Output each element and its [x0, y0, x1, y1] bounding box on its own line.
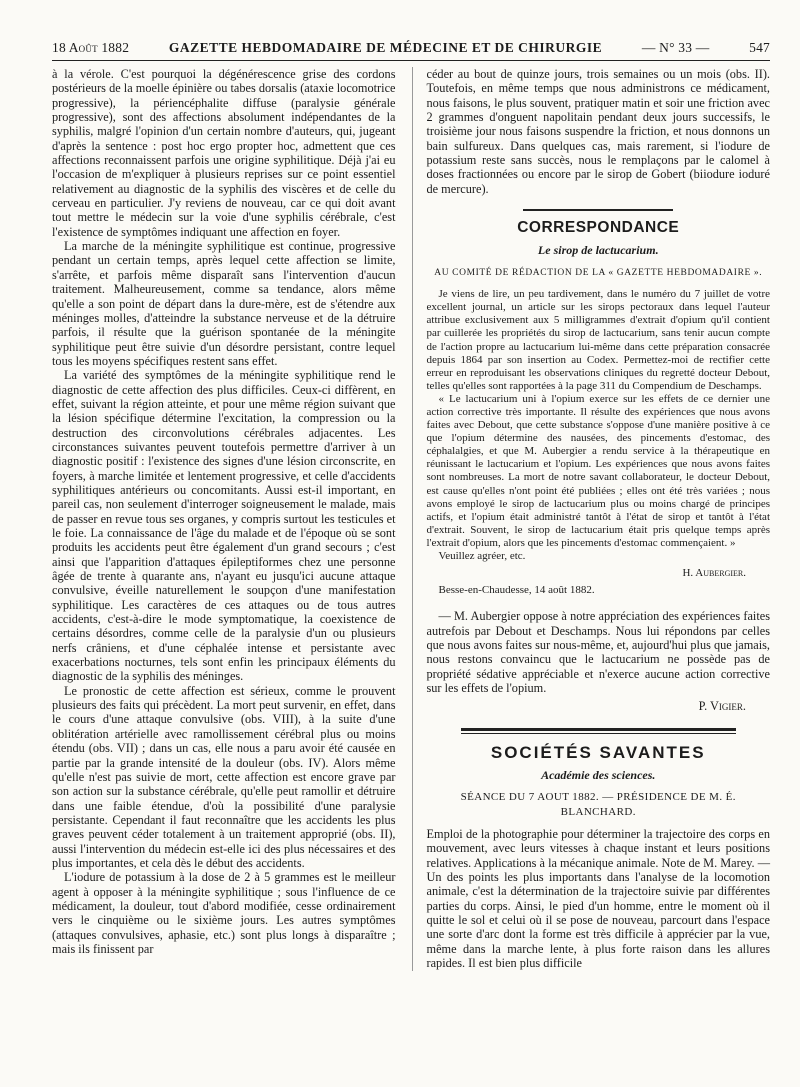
paragraph: La variété des symptômes de la méningite syphilitique rend le diagnostic de cette affection des plus difficiles. Ceux-ci diffèrent, en effet, suivant la région atteinte, et pour une même région suivant que la lésion spécifique détermine l'excitation, la compression ou la destruction des circonvolutions cérébrales adjacentes. Les circonstances suivantes peuvent toutefois permettre d'arriver à un diagnostic positif : l'existence des signes d'une lésion circonscrite, en foyers, à marche limitée et lentement progressive, et celle d'accidents syphilitiques antérieurs ou concomitants. Aussi est-il important, en pareil cas, non seulement d'interroger soigneusement le malade, mais de passer en revue tous ses organes, y compris surtout les testicules et le foie. La connaissance de l'âge du malade et de l'époque où se sont produits les accidents peut être également d'un grand secours ; c'est ainsi que l'apparition d'attaques épileptiformes chez une personne âgée de trente à quarante ans, n'ayant eu jusqu'ici aucune attaque convulsive, éveille naturellement le soupçon d'une manifestation syphilitique. Les caractères de ces attaques ou de tous autres accidents, c'est-à-dire le mode symptomatique, la coexistence de certains désordres, comme celle de la paralysie d'un ou plusieurs nerfs crâniens, et d'une céphalée intense et persistante avec exacerbations nocturnes, tels sont enfin les principaux éléments du diagnostic de la syphilis des méninges. [52, 368, 396, 684]
session-line: SÉANCE DU 7 AOUT 1882. — PRÉSIDENCE DE M. É. BLANCHARD. [460, 791, 736, 818]
paragraph: Emploi de la photographie pour déterminer la trajectoire des corps en mouvement, avec leurs vitesses à chaque instant et leurs positions relatives. Applications à la mécanique animale. Note de M. Marey. — Un des points les plus importants dans l'analyse de la locomotion animale, c'est la détermination de la trajectoire suivie par différentes parties du corps. Ainsi, le pied d'un homme, entre le moment où il quitte le sol et celui où il se pose de nouveau, parcourt dans l'espace une sorte d'arc dont la forme est très difficile à apprécier par la vue, même dans la marche lente, à plus forte raison dans les allures rapides. Il est bien plus difficile [426, 827, 770, 971]
paragraph: céder au bout de quinze jours, trois semaines ou un mois (obs. II). Toutefois, en même temps que nous administrons ce médicament, nous faisons, le plus souvent, pratiquer matin et soir une friction avec 2 grammes d'onguent napolitain pendant deux jours successifs, le troisième jour nous faisons suspendre la friction, et nous donnons un bain sulfureux. Dans quelques cas, mais rarement, si l'iodure de potassium reste sans succès, nous le remplaçons par le calomel à doses fractionnées ou encore par le sirop de Gobert (biiodure ioduré de mercure). [426, 67, 770, 196]
section-title-correspondance: CORRESPONDANCE [517, 219, 680, 237]
section-title-societes: SOCIÉTÉS SAVANTES [490, 742, 706, 762]
paragraph: à la vérole. C'est pourquoi la dégénérescence grise des cordons postérieurs de la moelle épinière ou tabes dorsalis (ataxie locomotrice progressive), la périencéphalite diffuse (paralysie générale progressive), sont des affections absolument indépendantes de la syphilis, malgré l'opinion d'un certain nombre d'auteurs, qui, jugeant d'après la sentence : post hoc ergo propter hoc, admettent que ces affections reconnaissent parfois une origine syphilitique. Déjà j'ai eu l'occasion de m'expliquer à plusieurs reprises sur ce point essentiel relativement au diagnostic de la syphilis des viscères et de celle du cerveau en particulier. J'y reviens de nouveau, car ce qui doit avant tout mettre le médecin sur la voie d'une syphilis cérébrale, c'est l'existence de symptômes indiquant une affection en foyer. [52, 67, 396, 239]
academy-subtitle: Académie des sciences. [541, 768, 656, 783]
running-header [52, 40, 770, 61]
right-column [412, 67, 771, 971]
paragraph: La marche de la méningite syphilitique est continue, progressive pendant un certain temps, après lequel cette affection se limite, s'arrête, et parfois même disparaît sans l'intervention d'aucun traitement. Malheureusement, comme sa tendance, alors même qu'elle a son point de départ dans la dure-mère, est de s'étendre aux méninges molles, d'atteindre la substance nerveuse et de la détruire parfois, il résulte que la guérison spontanée de la méningite syphilitique peut être suivie d'un désordre persistant, contre lequel tous les moyens spécifiques restent sans effet. [52, 239, 396, 368]
paragraph: L'iodure de potassium à la dose de 2 à 5 grammes est le meilleur agent à opposer à la méningite syphilitique ; sous l'influence de ce médicament, la douleur, tout d'abord modifiée, cesse ordinairement vers le cinquième ou le sixième jours. Les autres symptômes (attaques convulsives, aphasie, etc.) sont plus longs à disparaître ; mais ils finissent par [52, 870, 396, 956]
header-date: 18 Août 1882 [52, 40, 130, 55]
letter-closing: Veuillez agréer, etc. [438, 550, 526, 562]
section-divider [461, 728, 736, 734]
letter-place-date: Besse-en-Chaudesse, 14 août 1882. [438, 584, 595, 597]
editor-reply: — M. Aubergier oppose à notre appréciation des expériences faites autrefois par Debout et Deschamps. Nous lui répondons par celles que nous avons faites sur nous-même, et, aujourd'hui plus que jamais, nous restons convaincu que le lactucarium ne possède pas de propriété sédative appréciable et n'exerce aucune action corrective sur les effets de l'opium. [426, 609, 770, 695]
journal-title: GAZETTE HEBDOMADAIRE DE MÉDECINE ET DE CHIRURGIE [168, 40, 603, 55]
letter-quote: « Le lactucarium uni à l'opium exerce sur les effets de ce dernier une action corrective très importante. Il résulte des expériences que nous avons faites avec Debout, que cette substance s'oppose d'une manière positive à ce que l'opium détermine des nausées, des pincements d'estomac, des céphalalgies, et que M. Aubergier a rendu service à la thérapeutique en réunissant le lactucarium et l'opium. Les expériences que nous avons faites sont nombreuses. La mort de notre savant collaborateur, le docteur Debout, est cause qu'elles n'ont point été publiées ; elles ont été très variées ; nous avons employé le sirop de lactucarium plus ou moins chargé de principes actifs, et l'opium était administré tantôt à l'état de sirop et tantôt à l'état d'extrait. Souvent, le sirop de lactucarium était pris quelque temps après l'extrait d'opium, alors que les pincements d'estomac commençaient. » [426, 392, 770, 549]
reply-signature: P. Vigier. [698, 699, 746, 714]
letter-address: AU COMITÉ DE RÉDACTION DE LA « GAZETTE HEBDOMADAIRE ». [434, 267, 763, 278]
letter-paragraph: Je viens de lire, un peu tardivement, dans le numéro du 7 juillet de votre excellent journal, un article sur les sirops pectoraux dans lequel l'auteur attribue exclusivement aux 5 milligrammes d'extrait d'opium qu'il contient par cuillerée les propriétés du sirop de lactucarium, sans tenir aucun compte de l'action propre au lactucarium lui-même dans cette préparation consacrée depuis 1864 par son insertion au Codex. Permettez-moi de rectifier cette erreur en reproduisant les observations cliniques du regretté docteur Debout, telles qu'elles sont rapportées à la page 311 du Compendium de Deschamps. [426, 288, 770, 392]
letter-signature: H. Aubergier. [682, 567, 746, 580]
divider [523, 208, 673, 211]
left-column [52, 67, 396, 971]
article-subtitle: Le sirop de lactucarium. [537, 243, 659, 258]
paragraph: Le pronostic de cette affection est sérieux, comme le prouvent plusieurs des faits qui précèdent. La mort peut survenir, en effet, dans le cours d'une attaque convulsive (obs. VIII), à la suite d'une oblitération artérielle avec ramollissement cérébral plus ou moins étendu (obs. VII) ; dans un cas, elle nous a paru avoir été causée en partie par la grande intensité de la douleur (obs. IV). Alors même qu'elle n'est pas suivie de mort, cette affection est encore grave par son action sur la substance cérébrale, qu'elle peut ramollir et détruire dans une faible étendue, d'où la possibilité d'une paralysie persistante. Cependant il faut reconnaître que les accidents les plus graves peuvent céder totalement à un traitement approprié (obs. II), aussi l'intervention du médecin est-elle ici des plus nécessaires et des plus importantes, et cela dès le début des accidents. [52, 683, 396, 870]
two-columns [52, 67, 770, 971]
issue-number: — N° 33 — [641, 40, 710, 55]
page-number: 547 [749, 40, 770, 55]
